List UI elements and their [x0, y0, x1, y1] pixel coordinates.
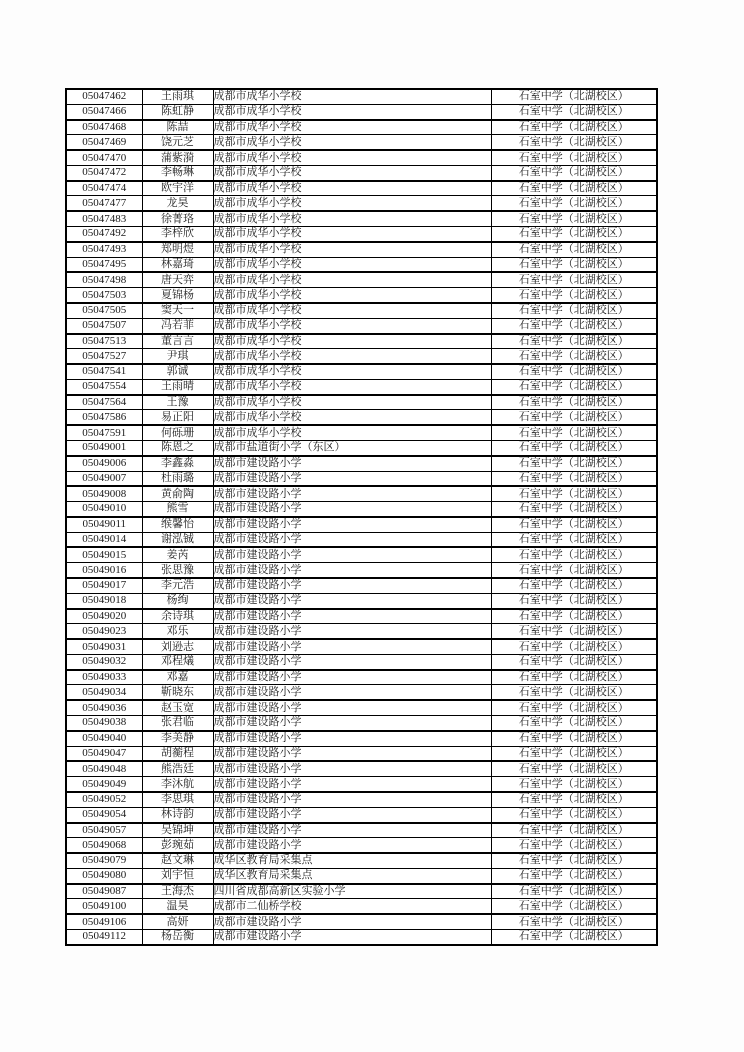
student-name-cell: 易正阳	[142, 410, 213, 425]
source-school-cell: 成都市建设路小学	[213, 578, 491, 593]
table-row	[66, 456, 657, 471]
source-school-cell: 成都市建设路小学	[213, 685, 491, 700]
student-id-cell: 05047495	[66, 257, 142, 272]
table-row	[66, 823, 657, 838]
table-row	[66, 425, 657, 440]
table-row	[66, 700, 657, 715]
student-id-cell: 05049023	[66, 624, 142, 639]
table-row	[66, 746, 657, 761]
destination-school-cell: 石室中学（北湖校区）	[491, 318, 657, 333]
student-name-cell: 陈虹静	[142, 104, 213, 119]
destination-school-cell: 石室中学（北湖校区）	[491, 853, 657, 868]
student-name-cell: 李畅琳	[142, 165, 213, 180]
source-school-cell: 成都市成华小学校	[213, 196, 491, 211]
table-row	[66, 792, 657, 807]
destination-school-cell: 石室中学（北湖校区）	[491, 868, 657, 883]
student-name-cell: 赵玉宽	[142, 700, 213, 715]
student-name-cell: 姜芮	[142, 547, 213, 562]
student-id-cell: 05047507	[66, 318, 142, 333]
student-name-cell: 尹琪	[142, 349, 213, 364]
table-row	[66, 716, 657, 731]
source-school-cell: 成都市成华小学校	[213, 181, 491, 196]
student-id-cell: 05047472	[66, 165, 142, 180]
student-id-cell: 05049040	[66, 731, 142, 746]
destination-school-cell: 石室中学（北湖校区）	[491, 746, 657, 761]
student-name-cell: 郑明煜	[142, 242, 213, 257]
destination-school-cell: 石室中学（北湖校区）	[491, 364, 657, 379]
student-name-cell: 郭诚	[142, 364, 213, 379]
student-id-cell: 05049033	[66, 670, 142, 685]
student-id-cell: 05049008	[66, 486, 142, 501]
source-school-cell: 成华区教育局采集点	[213, 853, 491, 868]
student-name-cell: 林诗韵	[142, 807, 213, 822]
assignment-table	[65, 88, 658, 946]
student-id-cell: 05049032	[66, 654, 142, 669]
student-name-cell: 李沐航	[142, 777, 213, 792]
table-row	[66, 929, 657, 945]
student-id-cell: 05047468	[66, 120, 142, 135]
source-school-cell: 成都市成华小学校	[213, 89, 491, 104]
source-school-cell: 四川省成都高新区实验小学	[213, 884, 491, 899]
source-school-cell: 成都市成华小学校	[213, 379, 491, 394]
table-row	[66, 486, 657, 501]
table-row	[66, 288, 657, 303]
student-id-cell: 05047474	[66, 181, 142, 196]
destination-school-cell: 石室中学（北湖校区）	[491, 578, 657, 593]
student-id-cell: 05049018	[66, 593, 142, 608]
destination-school-cell: 石室中学（北湖校区）	[491, 471, 657, 486]
table-row	[66, 593, 657, 608]
table-row	[66, 899, 657, 914]
source-school-cell: 成都市成华小学校	[213, 104, 491, 119]
source-school-cell: 成都市成华小学校	[213, 364, 491, 379]
destination-school-cell: 石室中学（北湖校区）	[491, 670, 657, 685]
table-row	[66, 532, 657, 547]
table-row	[66, 578, 657, 593]
student-id-cell: 05049011	[66, 517, 142, 532]
student-name-cell: 李鑫淼	[142, 456, 213, 471]
destination-school-cell: 石室中学（北湖校区）	[491, 731, 657, 746]
source-school-cell: 成都市建设路小学	[213, 654, 491, 669]
table-row	[66, 440, 657, 455]
table-row	[66, 884, 657, 899]
student-name-cell: 陈恩之	[142, 440, 213, 455]
student-id-cell: 05047505	[66, 303, 142, 318]
student-name-cell: 杜雨璐	[142, 471, 213, 486]
student-id-cell: 05047498	[66, 272, 142, 287]
table-row	[66, 410, 657, 425]
destination-school-cell: 石室中学（北湖校区）	[491, 593, 657, 608]
student-id-cell: 05049057	[66, 823, 142, 838]
destination-school-cell: 石室中学（北湖校区）	[491, 379, 657, 394]
source-school-cell: 成都市成华小学校	[213, 318, 491, 333]
source-school-cell: 成都市成华小学校	[213, 334, 491, 349]
table-row	[66, 150, 657, 165]
destination-school-cell: 石室中学（北湖校区）	[491, 227, 657, 242]
student-name-cell: 高妍	[142, 914, 213, 929]
destination-school-cell: 石室中学（北湖校区）	[491, 761, 657, 776]
student-name-cell: 邓乐	[142, 624, 213, 639]
table-row	[66, 777, 657, 792]
destination-school-cell: 石室中学（北湖校区）	[491, 440, 657, 455]
table-row	[66, 227, 657, 242]
source-school-cell: 成都市成华小学校	[213, 410, 491, 425]
source-school-cell: 成都市成华小学校	[213, 211, 491, 226]
student-name-cell: 冯若菲	[142, 318, 213, 333]
destination-school-cell: 石室中学（北湖校区）	[491, 547, 657, 562]
student-id-cell: 05049034	[66, 685, 142, 700]
student-name-cell: 唐天弈	[142, 272, 213, 287]
table-row	[66, 624, 657, 639]
student-id-cell: 05049001	[66, 440, 142, 455]
student-name-cell: 温昊	[142, 899, 213, 914]
table-row	[66, 257, 657, 272]
table-row	[66, 303, 657, 318]
student-id-cell: 05047586	[66, 410, 142, 425]
source-school-cell: 成都市建设路小学	[213, 609, 491, 624]
student-id-cell: 05047470	[66, 150, 142, 165]
destination-school-cell: 石室中学（北湖校区）	[491, 792, 657, 807]
student-id-cell: 05049031	[66, 639, 142, 654]
student-name-cell: 陈喆	[142, 120, 213, 135]
student-name-cell: 王海杰	[142, 884, 213, 899]
source-school-cell: 成都市成华小学校	[213, 227, 491, 242]
table-row	[66, 838, 657, 853]
destination-school-cell: 石室中学（北湖校区）	[491, 777, 657, 792]
student-name-cell: 杨岳衡	[142, 929, 213, 945]
student-name-cell: 张思豫	[142, 563, 213, 578]
table-row	[66, 104, 657, 119]
destination-school-cell: 石室中学（北湖校区）	[491, 700, 657, 715]
source-school-cell: 成都市建设路小学	[213, 807, 491, 822]
destination-school-cell: 石室中学（北湖校区）	[491, 532, 657, 547]
student-name-cell: 余诗琪	[142, 609, 213, 624]
source-school-cell: 成都市建设路小学	[213, 731, 491, 746]
destination-school-cell: 石室中学（北湖校区）	[491, 165, 657, 180]
student-name-cell: 李美静	[142, 731, 213, 746]
table-row	[66, 89, 657, 104]
table-row	[66, 395, 657, 410]
student-id-cell: 05049014	[66, 532, 142, 547]
student-id-cell: 05049079	[66, 853, 142, 868]
destination-school-cell: 石室中学（北湖校区）	[491, 150, 657, 165]
destination-school-cell: 石室中学（北湖校区）	[491, 410, 657, 425]
destination-school-cell: 石室中学（北湖校区）	[491, 685, 657, 700]
student-id-cell: 05049020	[66, 609, 142, 624]
student-name-cell: 赵文琳	[142, 853, 213, 868]
destination-school-cell: 石室中学（北湖校区）	[491, 563, 657, 578]
destination-school-cell: 石室中学（北湖校区）	[491, 654, 657, 669]
student-name-cell: 张君临	[142, 716, 213, 731]
source-school-cell: 成都市建设路小学	[213, 486, 491, 501]
destination-school-cell: 石室中学（北湖校区）	[491, 639, 657, 654]
table-row	[66, 670, 657, 685]
student-name-cell: 胡蘅程	[142, 746, 213, 761]
student-id-cell: 05047554	[66, 379, 142, 394]
source-school-cell: 成都市成华小学校	[213, 303, 491, 318]
student-name-cell: 彭琬茹	[142, 838, 213, 853]
table-row	[66, 914, 657, 929]
student-id-cell: 05047591	[66, 425, 142, 440]
student-name-cell: 刘宇恒	[142, 868, 213, 883]
source-school-cell: 成都市建设路小学	[213, 914, 491, 929]
student-name-cell: 缑馨怡	[142, 517, 213, 532]
destination-school-cell: 石室中学（北湖校区）	[491, 257, 657, 272]
destination-school-cell: 石室中学（北湖校区）	[491, 624, 657, 639]
table-row	[66, 654, 657, 669]
source-school-cell: 成都市建设路小学	[213, 838, 491, 853]
student-id-cell: 05049054	[66, 807, 142, 822]
table-row	[66, 807, 657, 822]
source-school-cell: 成都市建设路小学	[213, 823, 491, 838]
student-name-cell: 熊浩廷	[142, 761, 213, 776]
destination-school-cell: 石室中学（北湖校区）	[491, 456, 657, 471]
destination-school-cell: 石室中学（北湖校区）	[491, 334, 657, 349]
source-school-cell: 成都市成华小学校	[213, 150, 491, 165]
source-school-cell: 成都市盐道街小学（东区）	[213, 440, 491, 455]
source-school-cell: 成都市建设路小学	[213, 502, 491, 517]
source-school-cell: 成都市建设路小学	[213, 517, 491, 532]
table-row	[66, 639, 657, 654]
student-name-cell: 饶元芝	[142, 135, 213, 150]
student-name-cell: 靳晓东	[142, 685, 213, 700]
student-id-cell: 05049112	[66, 929, 142, 945]
destination-school-cell: 石室中学（北湖校区）	[491, 899, 657, 914]
destination-school-cell: 石室中学（北湖校区）	[491, 929, 657, 945]
destination-school-cell: 石室中学（北湖校区）	[491, 823, 657, 838]
student-id-cell: 05049010	[66, 502, 142, 517]
source-school-cell: 成都市建设路小学	[213, 700, 491, 715]
table-row	[66, 471, 657, 486]
student-name-cell: 林嘉琦	[142, 257, 213, 272]
destination-school-cell: 石室中学（北湖校区）	[491, 807, 657, 822]
table-row	[66, 211, 657, 226]
student-name-cell: 龙昊	[142, 196, 213, 211]
table-row	[66, 853, 657, 868]
table-row	[66, 120, 657, 135]
table-row	[66, 379, 657, 394]
student-name-cell: 夏锦杨	[142, 288, 213, 303]
source-school-cell: 成都市建设路小学	[213, 624, 491, 639]
student-id-cell: 05049007	[66, 471, 142, 486]
table-row	[66, 731, 657, 746]
source-school-cell: 成华区教育局采集点	[213, 868, 491, 883]
student-id-cell: 05049016	[66, 563, 142, 578]
student-name-cell: 刘逊志	[142, 639, 213, 654]
student-id-cell: 05047493	[66, 242, 142, 257]
destination-school-cell: 石室中学（北湖校区）	[491, 425, 657, 440]
table-row	[66, 165, 657, 180]
student-name-cell: 杨绚	[142, 593, 213, 608]
destination-school-cell: 石室中学（北湖校区）	[491, 609, 657, 624]
destination-school-cell: 石室中学（北湖校区）	[491, 242, 657, 257]
table-row	[66, 272, 657, 287]
destination-school-cell: 石室中学（北湖校区）	[491, 517, 657, 532]
source-school-cell: 成都市成华小学校	[213, 165, 491, 180]
student-id-cell: 05047477	[66, 196, 142, 211]
destination-school-cell: 石室中学（北湖校区）	[491, 211, 657, 226]
destination-school-cell: 石室中学（北湖校区）	[491, 120, 657, 135]
student-id-cell: 05049052	[66, 792, 142, 807]
student-name-cell: 黄俞陶	[142, 486, 213, 501]
source-school-cell: 成都市成华小学校	[213, 135, 491, 150]
source-school-cell: 成都市建设路小学	[213, 746, 491, 761]
student-id-cell: 05047462	[66, 89, 142, 104]
student-id-cell: 05047503	[66, 288, 142, 303]
source-school-cell: 成都市建设路小学	[213, 792, 491, 807]
student-name-cell: 窦天一	[142, 303, 213, 318]
student-name-cell: 徐菁珞	[142, 211, 213, 226]
table-row	[66, 502, 657, 517]
table-row	[66, 517, 657, 532]
student-id-cell: 05049048	[66, 761, 142, 776]
destination-school-cell: 石室中学（北湖校区）	[491, 181, 657, 196]
student-name-cell: 李梓欣	[142, 227, 213, 242]
student-id-cell: 05047469	[66, 135, 142, 150]
student-id-cell: 05049080	[66, 868, 142, 883]
destination-school-cell: 石室中学（北湖校区）	[491, 395, 657, 410]
destination-school-cell: 石室中学（北湖校区）	[491, 272, 657, 287]
source-school-cell: 成都市建设路小学	[213, 929, 491, 945]
destination-school-cell: 石室中学（北湖校区）	[491, 884, 657, 899]
table-row	[66, 334, 657, 349]
student-id-cell: 05047527	[66, 349, 142, 364]
table-row	[66, 349, 657, 364]
destination-school-cell: 石室中学（北湖校区）	[491, 349, 657, 364]
student-name-cell: 李元浩	[142, 578, 213, 593]
destination-school-cell: 石室中学（北湖校区）	[491, 89, 657, 104]
source-school-cell: 成都市建设路小学	[213, 716, 491, 731]
destination-school-cell: 石室中学（北湖校区）	[491, 502, 657, 517]
table-row	[66, 685, 657, 700]
source-school-cell: 成都市建设路小学	[213, 456, 491, 471]
table-row	[66, 181, 657, 196]
table-row	[66, 196, 657, 211]
destination-school-cell: 石室中学（北湖校区）	[491, 104, 657, 119]
source-school-cell: 成都市成华小学校	[213, 272, 491, 287]
student-name-cell: 邓嘉	[142, 670, 213, 685]
student-id-cell: 05047513	[66, 334, 142, 349]
student-name-cell: 王雨琪	[142, 89, 213, 104]
destination-school-cell: 石室中学（北湖校区）	[491, 135, 657, 150]
source-school-cell: 成都市建设路小学	[213, 547, 491, 562]
student-id-cell: 05049017	[66, 578, 142, 593]
student-name-cell: 欧宇洋	[142, 181, 213, 196]
assignment-table-body	[66, 89, 657, 945]
source-school-cell: 成都市成华小学校	[213, 257, 491, 272]
table-row	[66, 609, 657, 624]
destination-school-cell: 石室中学（北湖校区）	[491, 838, 657, 853]
table-row	[66, 242, 657, 257]
student-id-cell: 05049068	[66, 838, 142, 853]
source-school-cell: 成都市二仙桥学校	[213, 899, 491, 914]
source-school-cell: 成都市建设路小学	[213, 532, 491, 547]
source-school-cell: 成都市成华小学校	[213, 242, 491, 257]
student-name-cell: 王豫	[142, 395, 213, 410]
student-name-cell: 董言言	[142, 334, 213, 349]
table-row	[66, 135, 657, 150]
student-name-cell: 蒲紫漪	[142, 150, 213, 165]
source-school-cell: 成都市建设路小学	[213, 639, 491, 654]
student-id-cell: 05047541	[66, 364, 142, 379]
student-id-cell: 05049106	[66, 914, 142, 929]
source-school-cell: 成都市建设路小学	[213, 777, 491, 792]
student-id-cell: 05047492	[66, 227, 142, 242]
table-row	[66, 364, 657, 379]
student-id-cell: 05049015	[66, 547, 142, 562]
student-id-cell: 05049036	[66, 700, 142, 715]
destination-school-cell: 石室中学（北湖校区）	[491, 486, 657, 501]
student-id-cell: 05049100	[66, 899, 142, 914]
source-school-cell: 成都市建设路小学	[213, 563, 491, 578]
source-school-cell: 成都市建设路小学	[213, 593, 491, 608]
student-name-cell: 何砾珊	[142, 425, 213, 440]
student-name-cell: 熊雪	[142, 502, 213, 517]
student-id-cell: 05049049	[66, 777, 142, 792]
student-name-cell: 王雨晴	[142, 379, 213, 394]
source-school-cell: 成都市建设路小学	[213, 471, 491, 486]
student-id-cell: 05049006	[66, 456, 142, 471]
destination-school-cell: 石室中学（北湖校区）	[491, 914, 657, 929]
student-id-cell: 05047564	[66, 395, 142, 410]
student-name-cell: 谢泓铖	[142, 532, 213, 547]
student-name-cell: 吴锦坤	[142, 823, 213, 838]
destination-school-cell: 石室中学（北湖校区）	[491, 716, 657, 731]
destination-school-cell: 石室中学（北湖校区）	[491, 288, 657, 303]
source-school-cell: 成都市成华小学校	[213, 349, 491, 364]
table-row	[66, 761, 657, 776]
table-row	[66, 318, 657, 333]
destination-school-cell: 石室中学（北湖校区）	[491, 196, 657, 211]
student-name-cell: 邓程燨	[142, 654, 213, 669]
table-row	[66, 563, 657, 578]
destination-school-cell: 石室中学（北湖校区）	[491, 303, 657, 318]
source-school-cell: 成都市建设路小学	[213, 761, 491, 776]
student-id-cell: 05047483	[66, 211, 142, 226]
student-name-cell: 李思琪	[142, 792, 213, 807]
source-school-cell: 成都市成华小学校	[213, 425, 491, 440]
source-school-cell: 成都市建设路小学	[213, 670, 491, 685]
source-school-cell: 成都市成华小学校	[213, 288, 491, 303]
source-school-cell: 成都市成华小学校	[213, 395, 491, 410]
student-id-cell: 05047466	[66, 104, 142, 119]
table-row	[66, 547, 657, 562]
student-id-cell: 05049087	[66, 884, 142, 899]
student-id-cell: 05049038	[66, 716, 142, 731]
source-school-cell: 成都市成华小学校	[213, 120, 491, 135]
table-row	[66, 868, 657, 883]
student-id-cell: 05049047	[66, 746, 142, 761]
